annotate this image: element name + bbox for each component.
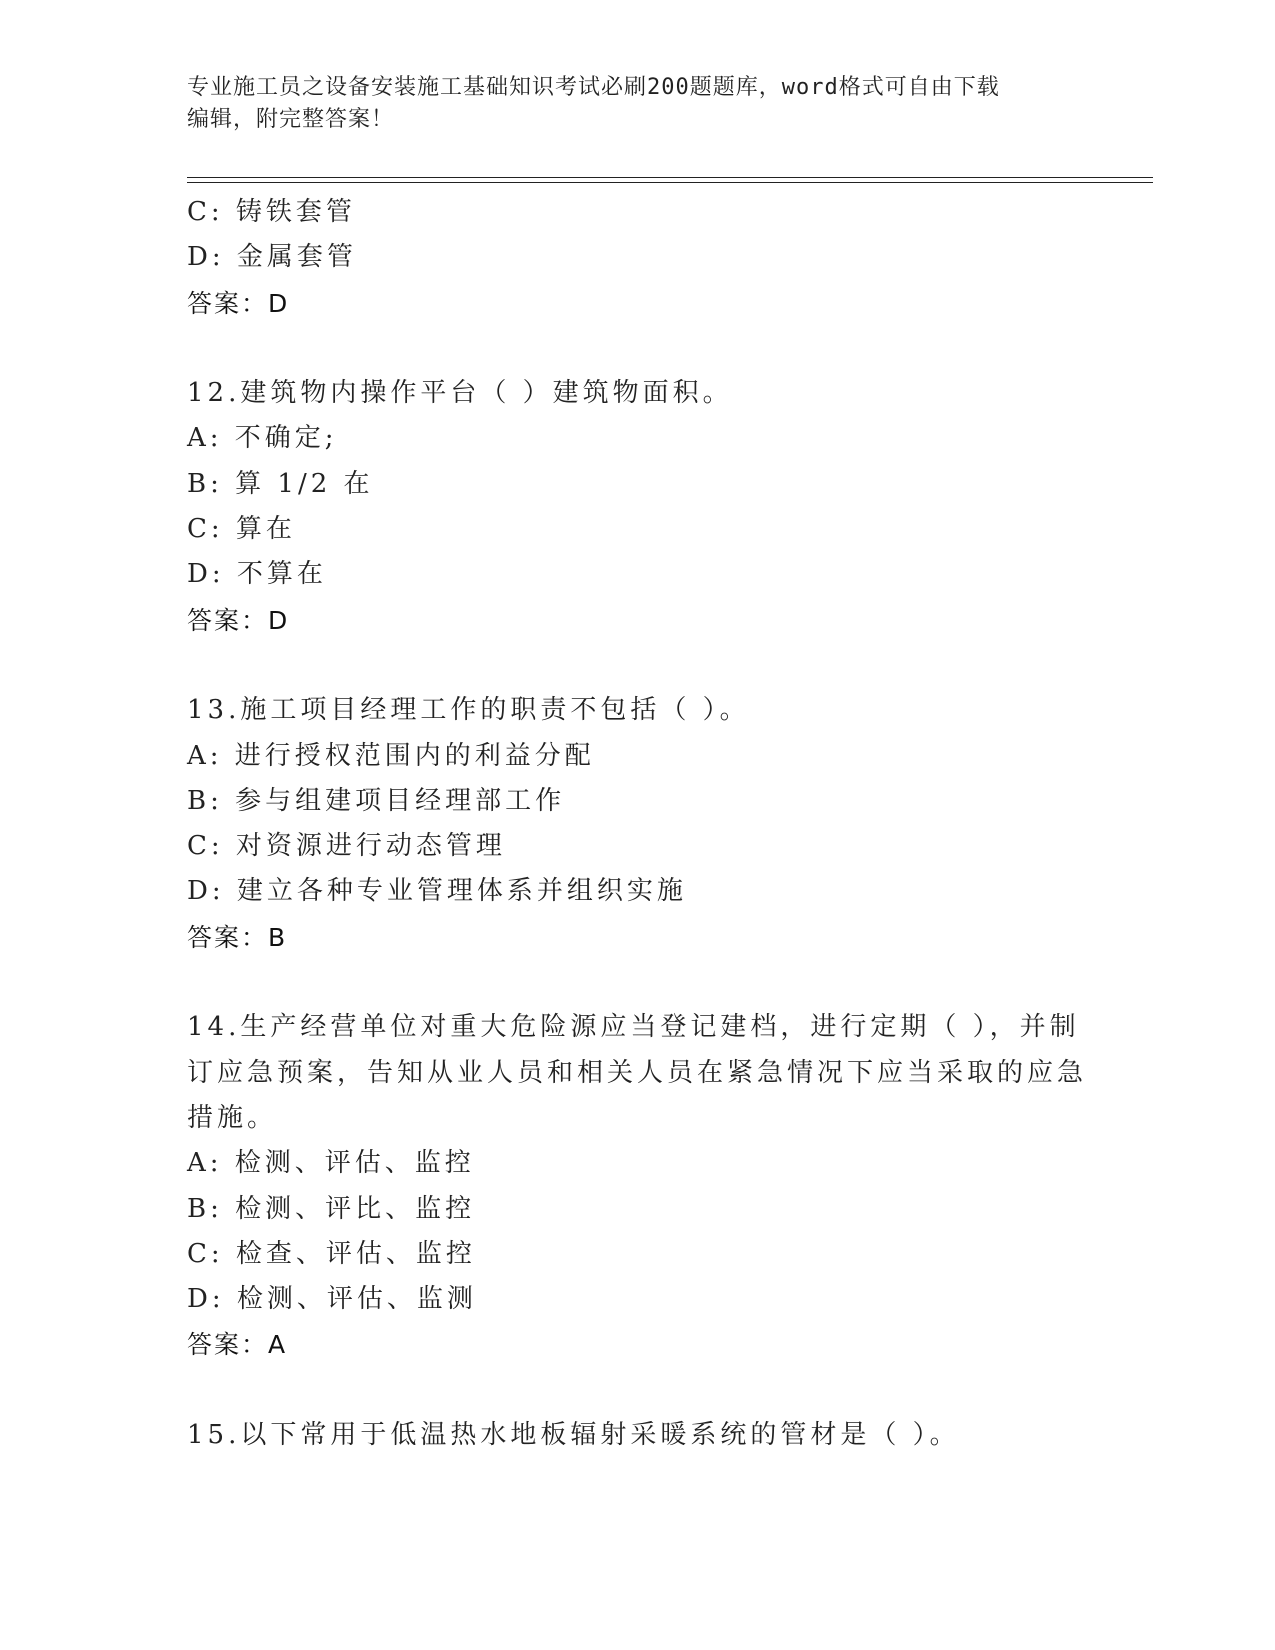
- option-d: D: 建立各种专业管理体系并组织实施: [187, 876, 687, 907]
- header-title-line-1: 专业施工员之设备安装施工基础知识考试必刷200题题库，word格式可自由下载: [187, 75, 1000, 100]
- question-stem: 12.建筑物内操作平台（ ）建筑物面积。: [187, 378, 733, 409]
- spacer: [187, 326, 1087, 371]
- question-14: [187, 1005, 1087, 1367]
- question-15: [187, 1413, 1087, 1458]
- answer: 答案：B: [187, 922, 288, 952]
- question-list: [187, 190, 1087, 1458]
- option-b: B: 参与组建项目经理部工作: [187, 785, 566, 816]
- header-divider-top: [187, 177, 1153, 178]
- option-d: D: 金属套管: [187, 242, 357, 273]
- option-a: A: 检测、评估、监控: [187, 1148, 475, 1179]
- answer: 答案：D: [187, 288, 290, 318]
- option-b: B: 算 1/2 在: [187, 468, 374, 499]
- document-header: [187, 72, 1067, 136]
- option-a: A: 不确定;: [187, 423, 338, 454]
- option-a: A: 进行授权范围内的利益分配: [187, 740, 595, 771]
- answer: 答案：D: [187, 605, 290, 635]
- spacer: [187, 960, 1087, 1005]
- option-c: C: 算在: [187, 514, 296, 545]
- option-c: C: 检查、评估、监控: [187, 1238, 476, 1269]
- answer: 答案：A: [187, 1330, 288, 1360]
- option-c: C: 铸铁套管: [187, 197, 356, 227]
- option-b: B: 检测、评比、监控: [187, 1193, 476, 1224]
- question-11: [187, 190, 1087, 326]
- question-stem: 13.施工项目经理工作的职责不包括（ ）。: [187, 695, 750, 726]
- question-13: [187, 688, 1087, 960]
- question-12: [187, 371, 1087, 643]
- question-stem-line-3: 措施。: [187, 1102, 278, 1133]
- option-d: D: 不算在: [187, 559, 327, 590]
- spacer: [187, 1368, 1087, 1413]
- header-title-line-2: 编辑，附完整答案！: [187, 107, 395, 132]
- option-c: C: 对资源进行动态管理: [187, 831, 506, 862]
- question-stem-line-2: 订应急预案，告知从业人员和相关人员在紧急情况下应当采取的应急: [187, 1057, 1088, 1088]
- question-stem: 15.以下常用于低温热水地板辐射采暖系统的管材是（ ）。: [187, 1420, 960, 1451]
- header-divider-bottom: [187, 182, 1153, 183]
- question-stem-line-1: 14.生产经营单位对重大危险源应当登记建档，进行定期（ ），并制: [187, 1012, 1080, 1043]
- spacer: [187, 643, 1087, 688]
- option-d: D: 检测、评估、监测: [187, 1284, 477, 1315]
